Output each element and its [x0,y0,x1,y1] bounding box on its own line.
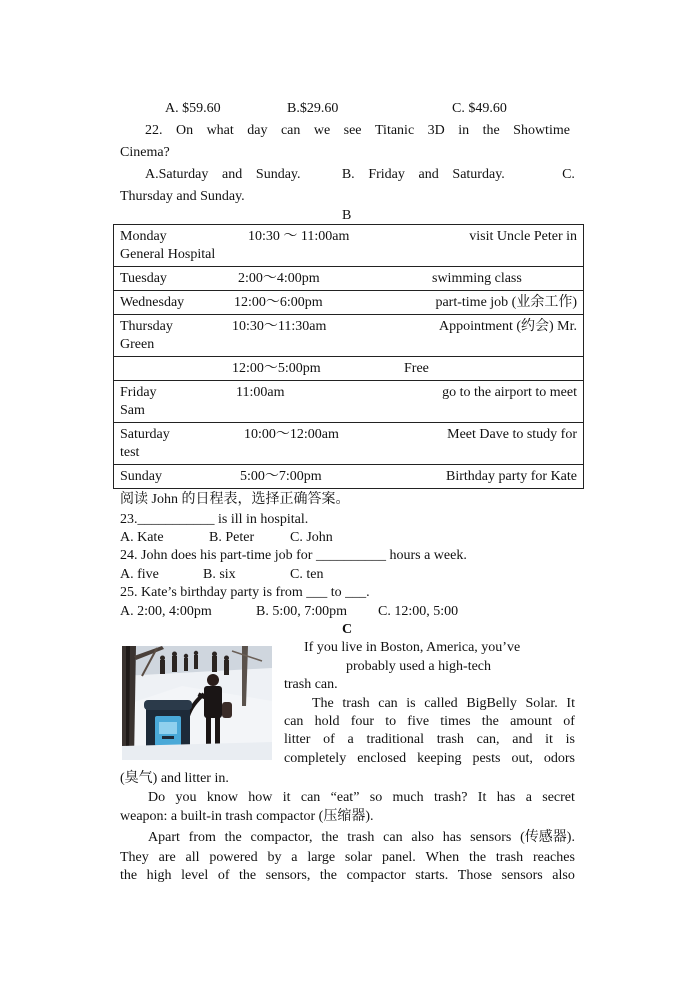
word: the [120,868,138,883]
word: Those [457,868,492,883]
q24-text: 24. John does his part-time job for __________ hours a week. [120,548,467,563]
word: completely [284,751,347,766]
word: of [563,714,575,729]
c-para2-line4 [284,750,575,768]
word: trash [495,850,524,865]
q25-text: 25. Kate’s birthday party is from ___ to ___. [120,585,370,600]
word: Titanic [375,123,415,138]
time-cell: 5:00～7:00pm [240,469,322,484]
word: litter [284,732,311,747]
section-b-heading: B [342,208,352,223]
q21-option-b: B.$29.60 [287,101,339,116]
c-para2-last: (臭气) and litter in. [120,771,229,786]
time-cell: 10:30 ～ 11:00am [248,229,350,244]
word: called [424,696,458,711]
day-cell: Wednesday [120,295,185,310]
activity-cell: Appointment (约会) Mr. [438,319,577,334]
c-para1-line3: trash can. [284,677,338,692]
day-cell: Monday [120,229,167,244]
word: enclosed [357,751,407,766]
q22-question-line1 [145,122,570,140]
q22-question-line2: Cinema? [120,145,170,160]
word: a [291,850,298,865]
word: has [442,830,462,845]
q23-option-a: A. Kate [120,530,164,545]
word: C. [562,167,575,182]
activity-cell: Free [404,361,429,376]
c-para1-line2: probably used a high-tech [346,659,492,674]
word: Sunday. [255,167,301,182]
word: the [468,850,487,865]
activity-continuation: Green [120,337,155,352]
word: trash [347,830,375,845]
word: and [222,167,243,182]
word: a [347,732,354,747]
word: BigBelly [466,696,517,711]
activity-continuation: Sam [120,403,145,418]
q23-text: 23.___________ is ill in hospital. [120,512,309,527]
time-cell: 12:00～6:00pm [234,295,323,310]
word: to [385,714,397,729]
word: the [481,714,499,729]
word: odors [543,751,575,766]
word: “eat” [330,790,360,805]
word: On [175,123,194,138]
word: can [280,123,301,138]
word: a [525,790,532,805]
table-row [114,225,584,267]
word: sensors [501,868,543,883]
trash-can-photo-svg [122,646,272,760]
word: what [206,123,234,138]
time-cell: 11:00am [236,385,285,400]
time-cell: 10:30～11:30am [232,319,327,334]
word: starts. [415,868,449,883]
day-cell: Thursday [120,319,173,334]
word: and [418,167,439,182]
word: all [185,850,200,865]
table-row [114,291,584,315]
word: trash [436,732,464,747]
word: can [378,696,398,711]
word: It [566,696,575,711]
table-row [114,267,584,291]
section-c-heading: C [342,622,353,637]
word: It [477,790,487,805]
table-row [114,423,584,465]
activity-cell: part-time job (业余工作) [435,295,577,310]
word: out, [511,751,533,766]
word: day [247,123,268,138]
word: the [321,830,339,845]
q25-option-b: B. 5:00, 7:00pm [256,604,348,619]
activity-cell: go to the airport to meet [442,385,577,400]
word: also [411,830,434,845]
word: by [267,850,282,865]
word: 22. [145,123,163,138]
word: it [282,790,291,805]
c-para4-line1 [148,829,575,847]
word: hold [314,714,340,729]
word: 3D [427,123,445,138]
q24-option-b: B. six [203,567,236,582]
word: reaches [532,850,575,865]
word: the [319,868,338,883]
c-para2-line2 [284,713,575,731]
word: Do [148,790,166,805]
activity-cell: visit Uncle Peter in [469,229,577,244]
word: solar [344,850,373,865]
c-para2-line1 [312,695,575,713]
word: see [343,123,362,138]
word: can [383,830,403,845]
table-row [114,465,584,489]
word: we [313,123,331,138]
table-row [114,381,584,423]
word: and [512,732,533,747]
word: B. [341,167,355,182]
activity-cell: Meet Dave to study for [447,427,577,442]
c-para3-last: weapon: a built-in trash compactor (压缩器). [120,809,374,824]
time-cell: 12:00～5:00pm [232,361,321,376]
word: from [188,830,216,845]
c-para3-line1 [148,789,575,807]
word: large [307,850,336,865]
word: amount [510,714,553,729]
activity-cell: swimming class [432,271,522,286]
c-para4-line3 [120,867,575,885]
word: level [181,868,209,883]
word: the [224,830,242,845]
word: how [248,790,273,805]
word: the [482,123,500,138]
time-cell: 2:00～4:00pm [238,271,320,286]
word: keeping [417,751,462,766]
day-cell: Tuesday [120,271,167,286]
q23-option-c: C. John [290,530,333,545]
word: secret [542,790,575,805]
word: of [217,868,230,883]
q21-option-a: A. $59.60 [165,101,221,116]
day-cell: Saturday [120,427,170,442]
word: high [146,868,172,883]
word: A.Saturday [145,167,209,182]
table-row [114,357,584,381]
word: of [323,732,335,747]
word: know [206,790,238,805]
activity-continuation: General Hospital [120,247,216,262]
word: Friday [368,167,405,182]
q23-option-b: B. Peter [209,530,255,545]
word: five [407,714,430,729]
word: has [496,790,516,805]
q21-option-c: C. $49.60 [452,101,507,116]
word: can [284,714,304,729]
word: They [120,850,149,865]
word: Solar. [525,696,558,711]
word: in [458,123,470,138]
c-para4-line2 [120,849,575,867]
word: four [350,714,375,729]
trash-can-photo [122,646,272,760]
word: it [545,732,553,747]
day-cell: Friday [120,385,157,400]
word: you [175,790,197,805]
word: Apart [148,830,180,845]
day-cell: Sunday [120,469,162,484]
word: trash [342,696,370,711]
q22-options-line2: Thursday and Sunday. [120,189,245,204]
word: so [369,790,383,805]
word: panel. [381,850,416,865]
time-cell: 10:00～12:00am [244,427,339,442]
word: the [239,868,257,883]
schedule-table [113,224,584,489]
activity-continuation: test [120,445,140,460]
word: is [406,696,416,711]
word: also [552,868,575,883]
word: The [312,696,334,711]
word: (传感器). [520,830,575,845]
instruction-text: 阅读 John 的日程表，选择正确答案。 [120,492,350,507]
word: are [158,850,176,865]
q25-option-c: C. 12:00, 5:00 [378,604,459,619]
word: Showtime [513,123,570,138]
word: trash? [434,790,468,805]
word: can, [476,732,500,747]
word: Saturday. [452,167,505,182]
word: powered [209,850,258,865]
word: pests [472,751,501,766]
word: is [565,732,575,747]
activity-cell: Birthday party for Kate [445,469,577,484]
c-para2-line3 [284,731,575,749]
word: traditional [366,732,424,747]
word: much [392,790,424,805]
q22-options-line1 [145,166,575,184]
word: compactor, [250,830,313,845]
word: When [425,850,460,865]
c-para1-line1: If you live in Boston, America, you’ve [304,640,521,655]
q24-option-a: A. five [120,567,159,582]
q25-option-a: A. 2:00, 4:00pm [120,604,212,619]
q24-option-c: C. ten [290,567,324,582]
table-row [114,315,584,357]
word: can [300,790,321,805]
word: sensors [470,830,512,845]
word: compactor [346,868,406,883]
word: sensors, [265,868,311,883]
word: times [440,714,471,729]
